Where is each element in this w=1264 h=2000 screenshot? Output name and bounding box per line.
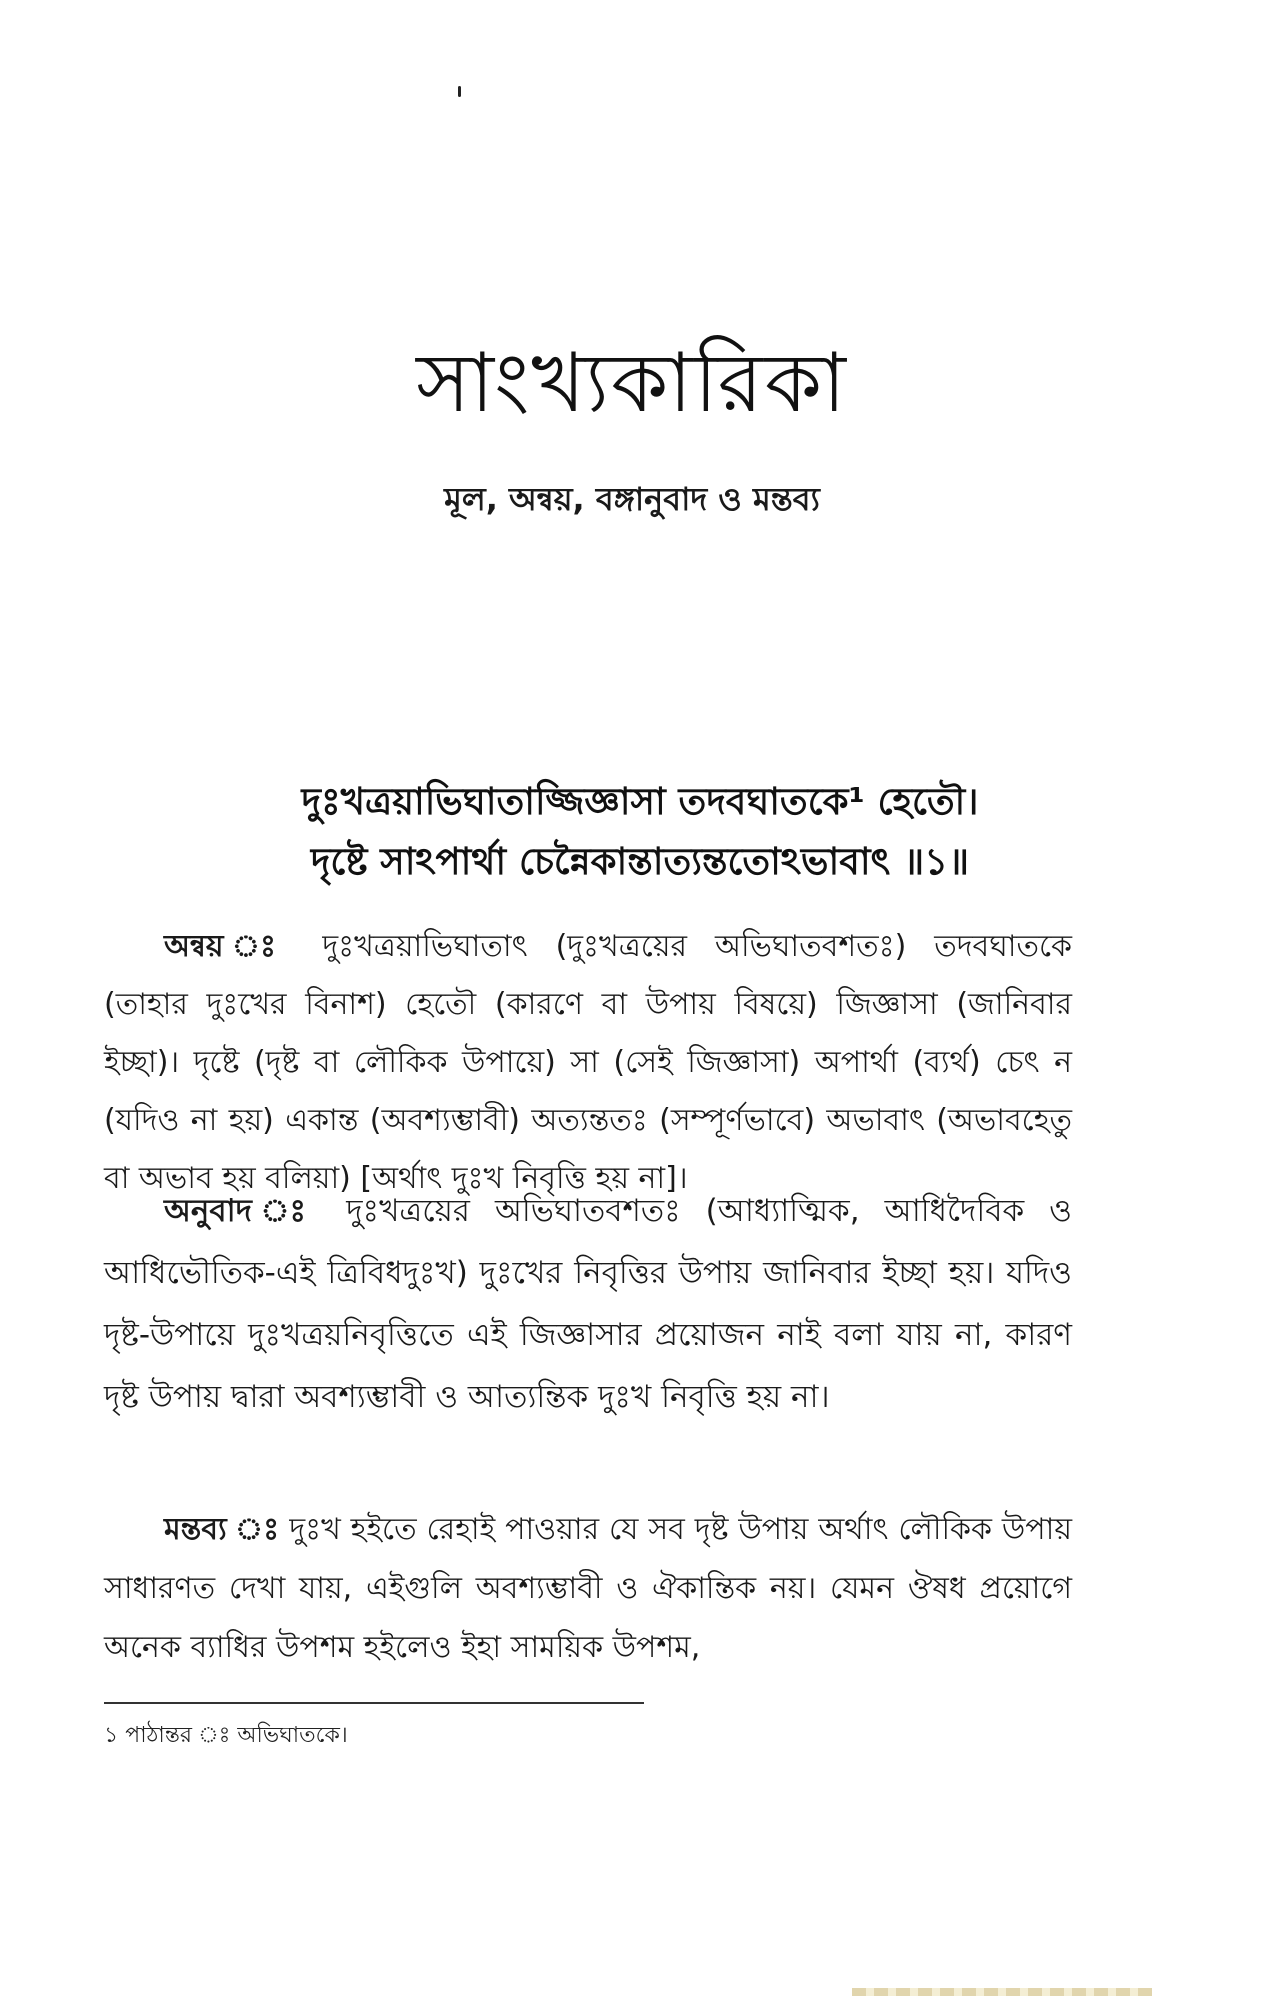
footnote: ১ পাঠান্তর ঃ অভিঘাতকে। [104,1723,348,1748]
verse-line-1: দুঃখত্রয়াভিঘাতাজ্জিজ্ঞাসা তদবঘাতকে¹ হেতৌ। [301,780,979,823]
anvaya-text: দুঃখত্রয়াভিঘাতাৎ (দুঃখত্রয়ের অভিঘাতবশতঃ) তদবঘাতকে (তাহার দুঃখের বিনাশ) হেতৌ (কারণে বা উপায় বিষয়ে) জিজ্ঞাসা (জানিবার ইচ্ছা)। দৃষ্টে (দৃষ্ট বা লৌকিক উপায়ে) সা (সেই জিজ্ঞাসা) অপার্থা (ব্যর্থ) চেৎ ন (যদিও না হয়) একান্ত (অবশ্যম্ভাবী) অত্যন্ততঃ (সম্পূর্ণভাবে) অভাবাৎ (অভাবহেতু বা অভাব হয় বলিয়া) [অর্থাৎ দুঃখ নিবৃত্তি হয় না]। [104,929,1072,1196]
anvaya-label: অন্বয় ঃ [164,929,295,964]
anubad-text: দুঃখত্রয়ের অভিঘাতবশতঃ (আধ্যাত্মিক, আধিদৈবিক ও আধিভৌতিক-এই ত্রিবিধদুঃখ) দুঃখের নিবৃত্তির উপায় জানিবার ইচ্ছা হয়। যদিও দৃষ্ট-উপায়ে দুঃখত্রয়নিবৃত্তিতে এই জিজ্ঞাসার প্রয়োজন নাই বলা যায় না, কারণ দৃষ্ট উপায় দ্বারা অবশ্যম্ভাবী ও আত্যন্তিক দুঃখ নিবৃত্তি হয় না। [104,1193,1072,1415]
anubad-paragraph [104,1180,1072,1428]
mantavya-text: দুঃখ হইতে রেহাই পাওয়ার যে সব দৃষ্ট উপায় অর্থাৎ লৌকিক উপায় সাধারণত দেখা যায়, এইগুলি অবশ্যম্ভাবী ও ঐকান্তিক নয়। যেমন ঔষধ প্রয়োগে অনেক ব্যাধির উপশম হইলেও ইহা সাময়িক উপশম, [104,1512,1072,1665]
page-subtitle: মূল, অন্বয়, বঙ্গানুবাদ ও মন্তব্য [444,480,820,518]
page-title: সাংখ্যকারিকা [416,336,848,431]
anubad-label: অনুবাদ ঃ [164,1193,322,1229]
anvaya-paragraph [104,918,1072,1208]
ink-mark [458,86,461,97]
mantavya-paragraph [104,1500,1072,1677]
footnote-divider [104,1702,644,1704]
verse-line-2: দৃষ্টে সাঽপার্থা চেন্নৈকান্তাত্যন্ততোঽভাবাৎ ॥১॥ [310,840,970,883]
page-edge-decoration [852,1988,1152,1996]
mantavya-label: মন্তব্য ঃ [164,1512,280,1547]
